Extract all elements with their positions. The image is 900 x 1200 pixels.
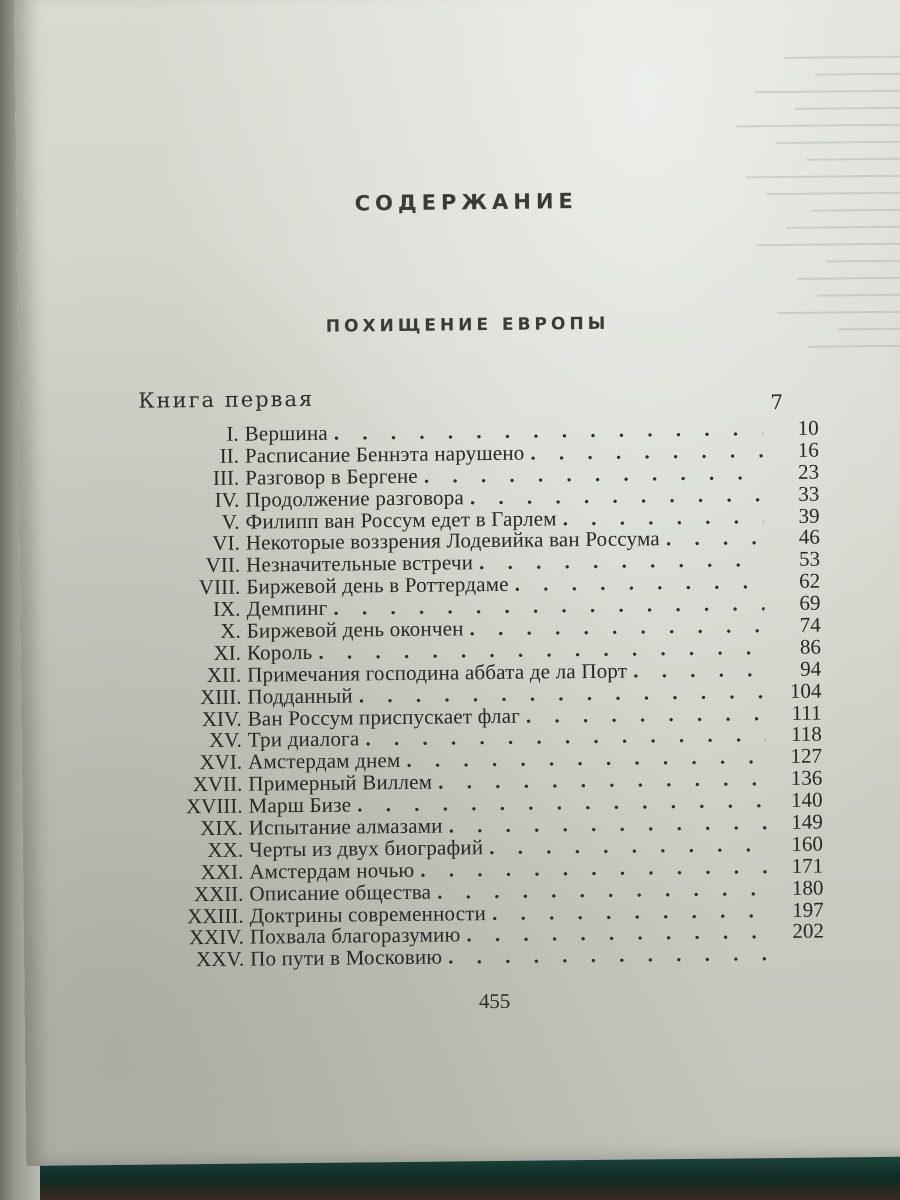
chapter-page: 160 xyxy=(791,831,824,856)
chapter-title: Некоторые воззрения Лодевийка ван Россума xyxy=(245,526,661,556)
chapter-page: 136 xyxy=(790,765,823,791)
chapter-title: Марш Бизе xyxy=(248,792,352,818)
chapter-number: XV. xyxy=(208,728,242,753)
chapter-number: X. xyxy=(220,618,241,643)
chapter-number: VI. xyxy=(212,531,240,556)
toc-entry xyxy=(134,943,824,972)
chapter-title: Испытание алмазами xyxy=(248,813,443,840)
table-of-contents xyxy=(129,415,825,972)
chapter-number: IV. xyxy=(214,487,240,512)
chapter-number: XXIV. xyxy=(188,925,245,950)
dot-leader xyxy=(492,900,768,925)
chapter-number: I. xyxy=(226,421,239,446)
page-number: 455 xyxy=(478,988,511,1014)
dot-leader xyxy=(466,922,768,947)
dot-leader xyxy=(469,615,764,640)
chapter-number: II. xyxy=(219,443,240,468)
chapter-number: XIX. xyxy=(200,815,243,841)
chapter-page: 171 xyxy=(791,853,824,878)
chapter-number: III. xyxy=(212,465,240,490)
chapter-number: XXI. xyxy=(200,859,244,884)
chapter-page: 149 xyxy=(791,809,823,834)
show-through-text xyxy=(695,41,900,423)
chapter-page: 62 xyxy=(799,568,821,594)
chapter-title: Примерный Виллем xyxy=(248,769,433,796)
chapter-page: 127 xyxy=(790,743,823,769)
chapter-title: Демпинг xyxy=(246,595,328,621)
chapter-page: 111 xyxy=(791,700,822,725)
chapter-number: XXIII. xyxy=(187,903,244,928)
chapter-number: XX. xyxy=(207,837,244,862)
chapter-title: Расписание Беннэта нарушено xyxy=(244,440,525,468)
chapter-number: XI. xyxy=(213,640,242,665)
chapter-number: XVIII. xyxy=(185,793,243,819)
chapter-number: XVII. xyxy=(192,771,243,797)
chapter-title: Биржевой день в Роттердаме xyxy=(246,572,509,599)
chapter-page: 197 xyxy=(792,897,824,922)
section-title: ПОХИЩЕНИЕ ЕВРОПЫ xyxy=(325,313,610,337)
chapter-page: 118 xyxy=(790,722,822,747)
chapter-title: Амстердам днем xyxy=(247,748,401,774)
chapter-page: 180 xyxy=(791,875,824,900)
chapter-page: 53 xyxy=(798,546,821,572)
dot-leader xyxy=(448,944,768,969)
chapter-page: 202 xyxy=(792,919,825,944)
chapter-title: Примечания господина аббата де ла Порт xyxy=(247,658,628,687)
chapter-number: XXII. xyxy=(193,881,244,906)
chapter-number: XIV. xyxy=(201,706,242,731)
chapter-number: VIII. xyxy=(198,574,241,600)
chapter-number: V. xyxy=(221,509,240,534)
chapter-number: IX. xyxy=(212,596,241,622)
dot-leader xyxy=(530,440,763,464)
chapter-page: 69 xyxy=(799,590,821,615)
chapter-title: Биржевой день окончен xyxy=(246,616,464,643)
dot-leader xyxy=(563,506,764,530)
chapter-title: Похвала благоразумию xyxy=(249,922,461,950)
book-page xyxy=(14,0,900,1166)
chapter-title: Амстердам ночью xyxy=(249,857,415,884)
chapter-number: XVI. xyxy=(199,750,243,775)
dot-leader xyxy=(489,834,767,859)
chapter-page: 86 xyxy=(799,634,822,659)
chapter-page: 10 xyxy=(797,415,819,440)
chapter-title: Доктрины современности xyxy=(249,900,487,928)
chapter-title: Вершина xyxy=(244,420,328,446)
dot-leader xyxy=(526,703,766,727)
dot-leader xyxy=(470,484,764,509)
dot-leader xyxy=(666,528,764,551)
chapter-title: Король xyxy=(246,639,313,665)
chapter-page: 33 xyxy=(798,481,820,506)
chapter-title: По пути в Московию xyxy=(250,944,443,971)
chapter-page xyxy=(774,960,824,961)
chapter-page: 23 xyxy=(797,459,820,484)
chapter-title: Подданный xyxy=(247,683,353,709)
chapter-page: 74 xyxy=(799,612,821,637)
chapter-number: VII. xyxy=(205,553,241,578)
chapter-title: Три диалога xyxy=(247,726,360,753)
chapter-title: Ван Россум приспускает флаг xyxy=(247,703,521,731)
chapter-number: XXV. xyxy=(195,947,245,972)
dot-leader xyxy=(515,571,765,596)
chapter-title: Черты из двух биографий xyxy=(248,835,484,862)
chapter-number: XII. xyxy=(206,662,242,687)
chapter-page: 16 xyxy=(797,437,819,462)
chapter-title: Описание общества xyxy=(249,879,432,906)
book-part-page: 7 xyxy=(770,389,784,415)
chapter-title: Филипп ван Россум едет в Гарлем xyxy=(245,505,557,534)
dot-leader xyxy=(633,659,765,682)
chapter-number: XIII. xyxy=(199,684,242,709)
chapter-page: 140 xyxy=(790,787,823,813)
chapter-title: Незначительные встречи xyxy=(245,550,474,577)
book-part-label: Книга первая xyxy=(138,386,315,413)
chapter-page: 94 xyxy=(800,656,822,681)
dot-leader xyxy=(479,550,764,575)
chapter-page: 39 xyxy=(798,503,820,528)
chapter-title: Разговор в Бергене xyxy=(244,463,419,490)
chapter-title: Продолжение разговора xyxy=(245,484,465,512)
contents-heading: СОДЕРЖАНИЕ xyxy=(354,189,578,216)
chapter-page: 46 xyxy=(798,525,820,550)
chapter-page: 104 xyxy=(789,678,822,703)
